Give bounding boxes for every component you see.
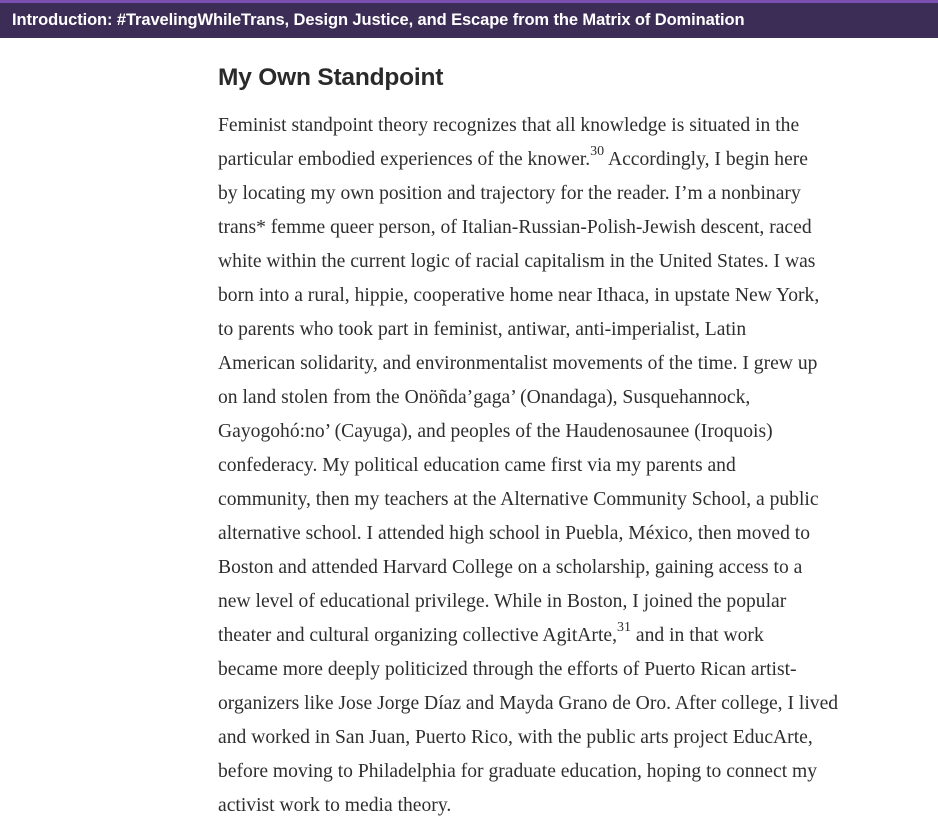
text-line: to parents who took part in feminist, antiwar, anti-imperialist, Latin	[218, 319, 747, 340]
text-line: American solidarity, and environmentalist movements of the time. I grew up	[218, 353, 818, 374]
text-line: born into a rural, hippie, cooperative home near Ithaca, in upstate New York,	[218, 285, 820, 306]
text-line: became more deeply politicized through the efforts of Puerto Rican artist-	[218, 659, 797, 680]
chapter-title-bar	[0, 0, 938, 38]
text-line: by locating my own position and trajectory for the reader. I’m a nonbinary	[218, 183, 801, 204]
text-segment: particular embodied experiences of the knower.	[218, 149, 591, 170]
section-heading: My Own Standpoint	[218, 64, 444, 91]
text-line: community, then my teachers at the Alternative Community School, a public	[218, 489, 819, 510]
main-content	[218, 58, 908, 818]
footnote-ref-31[interactable]: 31	[616, 620, 631, 636]
text-line: on land stolen from the Onöñda’gaga’ (Onandaga), Susquehannock,	[218, 387, 751, 408]
text-line: Feminist standpoint theory recognizes that all knowledge is situated in the	[218, 115, 800, 136]
text-line: confederacy. My political education came first via my parents and	[218, 455, 736, 476]
text-line: Boston and attended Harvard College on a scholarship, gaining access to a	[218, 557, 803, 578]
text-line: activist work to media theory.	[218, 795, 452, 816]
text-segment: theater and cultural organizing collective AgitArte,	[218, 625, 617, 646]
text-line: new level of educational privilege. While in Boston, I joined the popular	[218, 591, 787, 612]
text-line: alternative school. I attended high school in Puebla, México, then moved to	[218, 523, 811, 544]
text-line	[218, 143, 908, 177]
text-line: before moving to Philadelphia for graduate education, hoping to connect my	[218, 761, 818, 782]
text-line	[218, 619, 908, 653]
text-line: white within the current logic of racial capitalism in the United States. I was	[218, 251, 816, 272]
chapter-title: Introduction: #TravelingWhileTrans, Design Justice, and Escape from the Matrix of Domination	[12, 11, 745, 29]
text-line: organizers like Jose Jorge Díaz and Mayda Grano de Oro. After college, I lived	[218, 693, 839, 714]
text-line: trans* femme queer person, of Italian-Russian-Polish-Jewish descent, raced	[218, 217, 812, 238]
text-line: and worked in San Juan, Puerto Rico, with the public arts project EducArte,	[218, 727, 813, 748]
text-line: Gayogohó:no’ (Cayuga), and peoples of the Haudenosaunee (Iroquois)	[218, 421, 773, 442]
body-paragraph	[218, 109, 908, 818]
text-segment: and in that work	[630, 625, 764, 646]
text-segment: Accordingly, I begin here	[604, 149, 808, 170]
footnote-ref-30[interactable]: 30	[590, 144, 605, 160]
